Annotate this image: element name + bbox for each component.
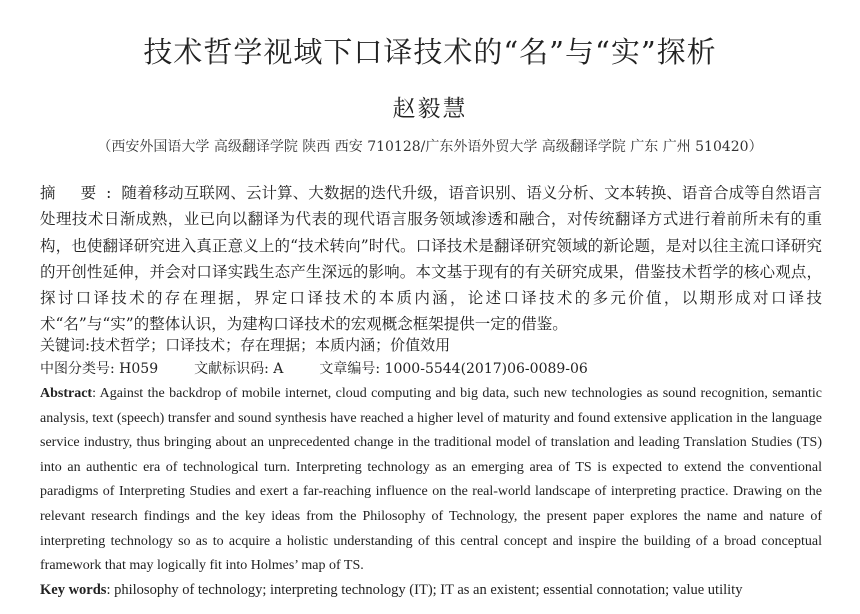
chinese-abstract-text: 随着移动互联网、云计算、大数据的迭代升级，语音识别、语义分析、文本转换、语音合成等自然语言处理技术日渐成熟，业已向以翻译为代表的现代语言服务领域渗透和融合，对传统翻译方式进行着前所未有的重构，也使翻译研究进入真正意义上的“技术转向”时代。口译技术是翻译研究领域的新论题，是对以往主流口译研究的开创性延伸，并会对口译实践生态产生深远的影响。本文基于现有的有关研究成果，借鉴技术哲学的核心观点，探讨口译技术的存在理据，界定口译技术的本质内涵，论述口译技术的多元价值，以期形成对口译技术“名”与“实”的整体认识，为建构口译技术的宏观概念框架提供一定的借鉴。 bbox=[40, 184, 822, 334]
english-keywords bbox=[40, 578, 830, 602]
english-abstract-text: : Against the backdrop of mobile internet, cloud computing and big data, such new technologies as sound recognition, semantic analysis, text (speech) transfer and sound synthesis have reached a higher level of maturity and found extensive application in the language service industry, thus bringing about an unprecedented change in the traditional model of translation and leading Translation Studies (TS) into an authentic era of technological turn. Interpreting technology as an emerging area of TS is expected to extend the conventional paradigms of Interpreting Studies and exert a far-reaching influence on the real-world landscape of interpreting practice. Drawing on the relevant research findings and the key ideas from the Philosophy of Technology, the present paper explores the name and nature of interpreting technology so as to acquire a holistic understanding of this central concept and inspire the building of a broad conceptual framework that may logically fit into Holmes’ map of TS. bbox=[40, 386, 822, 574]
article-no-label: 文章编号: bbox=[319, 361, 381, 377]
english-abstract-label: Abstract bbox=[40, 386, 93, 401]
chinese-keywords-label: 关键词: bbox=[40, 336, 91, 354]
doc-code-label: 文献标识码: bbox=[194, 361, 269, 377]
paper-title: 技术哲学视域下口译技术的“名”与“实”探析 bbox=[143, 35, 717, 69]
chinese-abstract-label: 摘 要: bbox=[40, 184, 122, 202]
clc-value: H059 bbox=[119, 361, 159, 377]
clc-label: 中图分类号: bbox=[40, 361, 115, 377]
article-no-value: 1000-5544(2017)06-0089-06 bbox=[384, 361, 588, 377]
english-keywords-text: : philosophy of technology; interpreting technology (IT); IT as an existent; essential connotation; value utility bbox=[106, 582, 743, 598]
author-name: 赵毅慧 bbox=[392, 96, 468, 122]
chinese-abstract bbox=[40, 180, 822, 338]
chinese-keywords bbox=[40, 334, 822, 356]
chinese-keywords-text: 技术哲学；口译技术；存在理据；本质内涵；价值效用 bbox=[90, 336, 451, 354]
english-abstract bbox=[40, 382, 822, 579]
classification-line bbox=[40, 358, 822, 380]
author-affiliation: （西安外国语大学 高级翻译学院 陕西 西安 710128/广东外语外贸大学 高级翻译学院 广东 广州 510420） bbox=[97, 139, 763, 155]
doc-code-value: A bbox=[273, 361, 284, 377]
english-keywords-label: Key words bbox=[40, 582, 107, 598]
